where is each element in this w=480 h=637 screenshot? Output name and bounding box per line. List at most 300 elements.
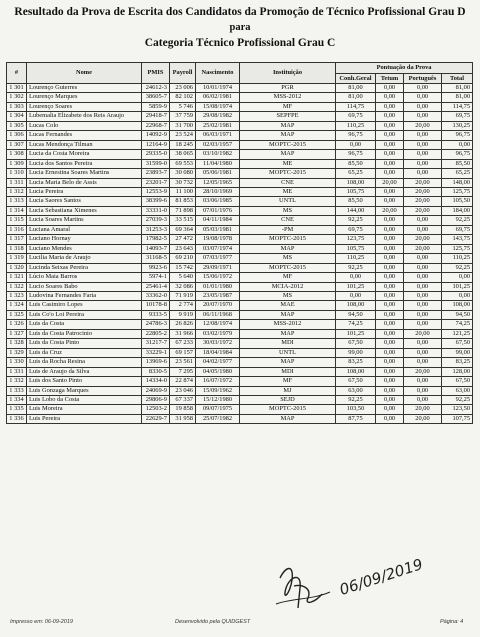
row-birthdate: 20/07/1970 xyxy=(196,301,240,310)
row-portugues: 0,00 xyxy=(404,102,442,111)
row-tetum: 0,00 xyxy=(376,358,404,367)
row-payroll: 31 966 xyxy=(170,329,196,338)
row-pmis: 22629-7 xyxy=(142,414,170,423)
row-conh-geral: 81,00 xyxy=(336,84,376,93)
row-number: 1 329 xyxy=(7,348,27,357)
row-payroll: 31 958 xyxy=(170,414,196,423)
row-institution: MAP xyxy=(240,358,336,367)
table-row xyxy=(7,159,473,168)
row-tetum: 0,00 xyxy=(376,386,404,395)
row-payroll: 69 210 xyxy=(170,254,196,263)
row-portugues: 0,00 xyxy=(404,282,442,291)
row-number: 1 321 xyxy=(7,273,27,282)
row-pmis: 8330-5 xyxy=(142,367,170,376)
row-birthdate: 15/09/1962 xyxy=(196,386,240,395)
row-name: Lucas Fernandes xyxy=(27,131,142,140)
row-payroll: 5 640 xyxy=(170,273,196,282)
footer-printed-date: Impresso em: 06-09-2019 xyxy=(10,619,73,625)
col-header-pmis: PMIS xyxy=(142,63,170,84)
row-institution: SEJD xyxy=(240,395,336,404)
row-conh-geral: 96,75 xyxy=(336,131,376,140)
row-payroll: 31 700 xyxy=(170,121,196,130)
row-conh-geral: 99,00 xyxy=(336,348,376,357)
row-total: 108,00 xyxy=(442,301,473,310)
row-number: 1 311 xyxy=(7,178,27,187)
row-name: Lucilia Maria de Araujo xyxy=(27,254,142,263)
row-tetum: 0,00 xyxy=(376,235,404,244)
row-pmis: 29806-9 xyxy=(142,395,170,404)
row-birthdate: 12/08/1974 xyxy=(196,320,240,329)
row-institution: UNTL xyxy=(240,197,336,206)
row-name: Lubemalia Elizabete dos Reis Araujo xyxy=(27,112,142,121)
row-name: Lúcio Maia Barros xyxy=(27,273,142,282)
row-tetum: 20,00 xyxy=(376,206,404,215)
row-number: 1 316 xyxy=(7,225,27,234)
col-header-portugues: Português xyxy=(404,74,442,84)
row-portugues: 20,00 xyxy=(404,206,442,215)
row-pmis: 23201-7 xyxy=(142,178,170,187)
row-portugues: 0,00 xyxy=(404,140,442,149)
row-payroll: 15 742 xyxy=(170,263,196,272)
row-number: 1 326 xyxy=(7,320,27,329)
row-tetum: 0,00 xyxy=(376,377,404,386)
row-number: 1 331 xyxy=(7,367,27,376)
row-number: 1 301 xyxy=(7,84,27,93)
row-birthdate: 04/05/1980 xyxy=(196,367,240,376)
row-total: 92,25 xyxy=(442,216,473,225)
table-row xyxy=(7,140,473,149)
row-portugues: 0,00 xyxy=(404,386,442,395)
row-portugues: 0,00 xyxy=(404,254,442,263)
row-number: 1 328 xyxy=(7,339,27,348)
row-total: 96,75 xyxy=(442,131,473,140)
table-row xyxy=(7,235,473,244)
row-birthdate: 10/01/1974 xyxy=(196,84,240,93)
row-total: 85,50 xyxy=(442,159,473,168)
row-conh-geral: 92,25 xyxy=(336,263,376,272)
row-conh-geral: 63,00 xyxy=(336,386,376,395)
row-birthdate: 11/04/1980 xyxy=(196,159,240,168)
row-conh-geral: 65,25 xyxy=(336,169,376,178)
row-payroll: 26 826 xyxy=(170,320,196,329)
row-name: Luis Gonzaga Marques xyxy=(27,386,142,395)
row-tetum: 0,00 xyxy=(376,291,404,300)
row-name: Luis da Costa Patrocinio xyxy=(27,329,142,338)
row-pmis: 24786-3 xyxy=(142,320,170,329)
row-payroll: 69 157 xyxy=(170,348,196,357)
row-birthdate: 15/12/1980 xyxy=(196,395,240,404)
row-number: 1 308 xyxy=(7,150,27,159)
row-total: 81,00 xyxy=(442,93,473,102)
row-payroll: 69 364 xyxy=(170,225,196,234)
row-pmis: 14093-7 xyxy=(142,244,170,253)
row-name: Luis da Costa Pinto xyxy=(27,339,142,348)
row-number: 1 320 xyxy=(7,263,27,272)
row-institution: MSS-2012 xyxy=(240,320,336,329)
row-birthdate: 15/06/1972 xyxy=(196,273,240,282)
table-row xyxy=(7,206,473,215)
row-number: 1 318 xyxy=(7,244,27,253)
row-payroll: 27 472 xyxy=(170,235,196,244)
row-conh-geral: 108,00 xyxy=(336,367,376,376)
row-name: Luis Casimiro Lopes xyxy=(27,301,142,310)
row-payroll: 71 919 xyxy=(170,291,196,300)
row-tetum: 0,00 xyxy=(376,131,404,140)
row-portugues: 20,00 xyxy=(404,235,442,244)
row-conh-geral: 85,50 xyxy=(336,197,376,206)
row-payroll: 37 759 xyxy=(170,112,196,121)
row-institution: MOPTC-2015 xyxy=(240,140,336,149)
row-birthdate: 28/10/1969 xyxy=(196,187,240,196)
row-portugues: 0,00 xyxy=(404,112,442,121)
row-portugues: 0,00 xyxy=(404,339,442,348)
row-conh-geral: 0,00 xyxy=(336,291,376,300)
row-institution: MF xyxy=(240,377,336,386)
row-conh-geral: 74,25 xyxy=(336,320,376,329)
row-pmis: 10178-8 xyxy=(142,301,170,310)
col-header-conh: Conh.Geral xyxy=(336,74,376,84)
table-row xyxy=(7,291,473,300)
row-institution: MAP xyxy=(240,244,336,253)
col-header-total: Total xyxy=(442,74,473,84)
row-birthdate: 01/01/1980 xyxy=(196,282,240,291)
table-row xyxy=(7,329,473,338)
row-pmis: 29335-0 xyxy=(142,150,170,159)
table-row xyxy=(7,254,473,263)
row-portugues: 0,00 xyxy=(404,159,442,168)
row-name: Lucia Pereira xyxy=(27,187,142,196)
table-row xyxy=(7,395,473,404)
row-pmis: 23893-7 xyxy=(142,169,170,178)
row-birthdate: 05/03/1981 xyxy=(196,225,240,234)
row-birthdate: 12/05/1965 xyxy=(196,178,240,187)
row-payroll: 11 100 xyxy=(170,187,196,196)
footer-developer: Desenvolvido pela QUIDGEST xyxy=(175,619,251,625)
row-name: Lucinda Seixas Pereira xyxy=(27,263,142,272)
row-pmis: 13969-6 xyxy=(142,358,170,367)
row-total: 128,00 xyxy=(442,367,473,376)
row-payroll: 23 561 xyxy=(170,358,196,367)
row-pmis: 31599-0 xyxy=(142,159,170,168)
row-birthdate: 03/06/1985 xyxy=(196,197,240,206)
col-header-nascimento: Nascimento xyxy=(196,63,240,84)
table-row xyxy=(7,301,473,310)
col-header-pontuacao: Pontuação da Prova xyxy=(336,63,473,74)
row-institution: MSS-2012 xyxy=(240,93,336,102)
col-header-num: # xyxy=(7,63,27,84)
row-tetum: 0,00 xyxy=(376,169,404,178)
row-payroll: 32 086 xyxy=(170,282,196,291)
row-name: Lourenço Soares xyxy=(27,102,142,111)
row-tetum: 0,00 xyxy=(376,102,404,111)
row-payroll: 82 102 xyxy=(170,93,196,102)
row-portugues: 20,00 xyxy=(404,187,442,196)
row-birthdate: 29/09/1971 xyxy=(196,263,240,272)
row-number: 1 322 xyxy=(7,282,27,291)
row-portugues: 0,00 xyxy=(404,216,442,225)
row-portugues: 20,00 xyxy=(404,414,442,423)
row-name: Lucia Soares Martins xyxy=(27,216,142,225)
row-portugues: 0,00 xyxy=(404,84,442,93)
row-name: Luis Lobo da Costa xyxy=(27,395,142,404)
row-institution: MOPTC-2015 xyxy=(240,169,336,178)
row-tetum: 0,00 xyxy=(376,310,404,319)
row-portugues: 0,00 xyxy=(404,273,442,282)
row-institution: MOPTC-2015 xyxy=(240,263,336,272)
row-number: 1 302 xyxy=(7,93,27,102)
row-portugues: 20,00 xyxy=(404,329,442,338)
row-birthdate: 09/07/1975 xyxy=(196,405,240,414)
row-institution: ME xyxy=(240,187,336,196)
row-portugues: 0,00 xyxy=(404,291,442,300)
row-total: 105,50 xyxy=(442,197,473,206)
row-birthdate: 25/02/1981 xyxy=(196,121,240,130)
row-name: Lucia dos Santos Pereira xyxy=(27,159,142,168)
row-tetum: 0,00 xyxy=(376,254,404,263)
row-institution: SEPFPE xyxy=(240,112,336,121)
row-portugues: 0,00 xyxy=(404,225,442,234)
row-institution: MAE xyxy=(240,301,336,310)
row-pmis: 12553-9 xyxy=(142,187,170,196)
row-birthdate: 02/03/1957 xyxy=(196,140,240,149)
row-conh-geral: 108,00 xyxy=(336,178,376,187)
row-total: 63,00 xyxy=(442,386,473,395)
table-row xyxy=(7,320,473,329)
row-number: 1 304 xyxy=(7,112,27,121)
row-pmis: 14092-9 xyxy=(142,131,170,140)
row-payroll: 23 524 xyxy=(170,131,196,140)
table-row xyxy=(7,216,473,225)
row-institution: CNE xyxy=(240,216,336,225)
row-institution: MAP xyxy=(240,131,336,140)
row-tetum: 0,00 xyxy=(376,112,404,121)
row-pmis: 12164-9 xyxy=(142,140,170,149)
row-portugues: 20,00 xyxy=(404,367,442,376)
row-total: 69,75 xyxy=(442,112,473,121)
row-total: 96,75 xyxy=(442,150,473,159)
row-birthdate: 19/08/1978 xyxy=(196,235,240,244)
row-number: 1 325 xyxy=(7,310,27,319)
row-payroll: 23 046 xyxy=(170,386,196,395)
row-name: Luis da Cruz xyxy=(27,348,142,357)
row-name: Lucia Ernestina Soares Martins xyxy=(27,169,142,178)
row-name: Luciano Mendes xyxy=(27,244,142,253)
col-header-payroll: Payroll xyxy=(170,63,196,84)
row-conh-geral: 101,25 xyxy=(336,282,376,291)
table-row xyxy=(7,339,473,348)
row-conh-geral: 123,75 xyxy=(336,235,376,244)
row-payroll: 30 080 xyxy=(170,169,196,178)
row-total: 94,50 xyxy=(442,310,473,319)
table-row xyxy=(7,348,473,357)
row-portugues: 20,00 xyxy=(404,197,442,206)
row-pmis: 5974-1 xyxy=(142,273,170,282)
row-name: Ludovina Fernandes Faria xyxy=(27,291,142,300)
row-number: 1 332 xyxy=(7,377,27,386)
row-portugues: 0,00 xyxy=(404,310,442,319)
row-conh-geral: 67,50 xyxy=(336,339,376,348)
row-tetum: 0,00 xyxy=(376,339,404,348)
row-tetum: 0,00 xyxy=(376,395,404,404)
row-name: Luis da Costa xyxy=(27,320,142,329)
row-name: Lucas Mendonça Tilman xyxy=(27,140,142,149)
row-name: Luis Moreira xyxy=(27,405,142,414)
row-pmis: 31253-3 xyxy=(142,225,170,234)
row-total: 123,50 xyxy=(442,405,473,414)
table-row xyxy=(7,273,473,282)
row-total: 148,00 xyxy=(442,178,473,187)
table-row xyxy=(7,131,473,140)
row-pmis: 22805-2 xyxy=(142,329,170,338)
row-institution: MS xyxy=(240,291,336,300)
row-conh-geral: 110,25 xyxy=(336,254,376,263)
row-payroll: 30 732 xyxy=(170,178,196,187)
row-portugues: 20,00 xyxy=(404,121,442,130)
row-portugues: 0,00 xyxy=(404,131,442,140)
row-total: 101,25 xyxy=(442,282,473,291)
table-row xyxy=(7,84,473,93)
row-conh-geral: 114,75 xyxy=(336,102,376,111)
table-row xyxy=(7,169,473,178)
row-total: 81,00 xyxy=(442,84,473,93)
row-pmis: 24069-9 xyxy=(142,386,170,395)
row-total: 121,25 xyxy=(442,329,473,338)
row-institution: MAP xyxy=(240,329,336,338)
row-name: Lucio Soares Babo xyxy=(27,282,142,291)
row-name: Luciana Amaral xyxy=(27,225,142,234)
row-pmis: 38605-7 xyxy=(142,93,170,102)
table-row xyxy=(7,178,473,187)
row-tetum: 0,00 xyxy=(376,244,404,253)
row-payroll: 81 853 xyxy=(170,197,196,206)
row-tetum: 0,00 xyxy=(376,348,404,357)
row-payroll: 38 065 xyxy=(170,150,196,159)
row-conh-geral: 105,75 xyxy=(336,187,376,196)
row-name: Luis de Araujo da Silva xyxy=(27,367,142,376)
row-institution: MAP xyxy=(240,310,336,319)
row-pmis: 25461-4 xyxy=(142,282,170,291)
row-birthdate: 06/02/1981 xyxy=(196,93,240,102)
table-row xyxy=(7,244,473,253)
row-number: 1 335 xyxy=(7,405,27,414)
row-conh-geral: 92,25 xyxy=(336,395,376,404)
row-number: 1 334 xyxy=(7,395,27,404)
row-portugues: 0,00 xyxy=(404,358,442,367)
row-total: 143,75 xyxy=(442,235,473,244)
row-total: 110,25 xyxy=(442,254,473,263)
table-row xyxy=(7,358,473,367)
row-pmis: 33331-0 xyxy=(142,206,170,215)
row-portugues: 0,00 xyxy=(404,263,442,272)
row-tetum: 0,00 xyxy=(376,225,404,234)
row-payroll: 23 006 xyxy=(170,84,196,93)
row-institution: MJ xyxy=(240,386,336,395)
row-portugues: 0,00 xyxy=(404,348,442,357)
document-subtitle: Categoria Técnico Profissional Grau C xyxy=(144,37,336,49)
row-pmis: 22968-7 xyxy=(142,121,170,130)
col-header-instituicao: Instituição xyxy=(240,63,336,84)
table-row xyxy=(7,112,473,121)
row-total: 107,75 xyxy=(442,414,473,423)
row-total: 92,25 xyxy=(442,395,473,404)
table-row xyxy=(7,150,473,159)
row-institution: ME xyxy=(240,159,336,168)
row-portugues: 0,00 xyxy=(404,377,442,386)
row-payroll: 7 295 xyxy=(170,367,196,376)
row-institution: PGR xyxy=(240,84,336,93)
row-conh-geral: 105,75 xyxy=(336,244,376,253)
row-institution: CNE xyxy=(240,178,336,187)
document-subtitle-connector: para xyxy=(229,22,251,33)
row-portugues: 20,00 xyxy=(404,405,442,414)
row-birthdate: 07/03/1977 xyxy=(196,254,240,263)
row-conh-geral: 85,50 xyxy=(336,159,376,168)
row-tetum: 0,00 xyxy=(376,367,404,376)
document-title: Resultado da Prova de Escrita dos Candidatos da Promoção de Técnico Profissional Grau D xyxy=(14,6,466,18)
row-number: 1 306 xyxy=(7,131,27,140)
row-pmis: 9333-5 xyxy=(142,310,170,319)
row-portugues: 0,00 xyxy=(404,150,442,159)
row-birthdate: 06/03/1971 xyxy=(196,131,240,140)
row-total: 184,00 xyxy=(442,206,473,215)
table-row xyxy=(7,367,473,376)
row-conh-geral: 0,00 xyxy=(336,140,376,149)
row-conh-geral: 101,25 xyxy=(336,329,376,338)
handwritten-signature xyxy=(272,558,342,614)
row-tetum: 0,00 xyxy=(376,84,404,93)
row-total: 114,75 xyxy=(442,102,473,111)
row-payroll: 23 643 xyxy=(170,244,196,253)
row-birthdate: 16/07/1972 xyxy=(196,377,240,386)
row-pmis: 14334-0 xyxy=(142,377,170,386)
row-pmis: 31217-7 xyxy=(142,339,170,348)
row-conh-geral: 69,75 xyxy=(336,112,376,121)
row-total: 67,50 xyxy=(442,339,473,348)
row-name: Luciano Hornay xyxy=(27,235,142,244)
row-conh-geral: 92,25 xyxy=(336,216,376,225)
row-tetum: 0,00 xyxy=(376,150,404,159)
row-institution: MDI xyxy=(240,367,336,376)
row-number: 1 314 xyxy=(7,206,27,215)
table-row xyxy=(7,377,473,386)
row-pmis: 29418-7 xyxy=(142,112,170,121)
row-number: 1 309 xyxy=(7,159,27,168)
row-total: 67,50 xyxy=(442,377,473,386)
row-conh-geral: 67,50 xyxy=(336,377,376,386)
row-payroll: 67 233 xyxy=(170,339,196,348)
row-name: Lourenço Guterres xyxy=(27,84,142,93)
row-name: Luis dos Santo Pinto xyxy=(27,377,142,386)
row-birthdate: 29/08/1982 xyxy=(196,112,240,121)
table-row xyxy=(7,386,473,395)
row-birthdate: 04/02/1977 xyxy=(196,358,240,367)
row-tetum: 0,00 xyxy=(376,93,404,102)
table-row xyxy=(7,102,473,111)
row-total: 65,25 xyxy=(442,169,473,178)
row-conh-geral: 0,00 xyxy=(336,273,376,282)
handwritten-date: 06/09/2019 xyxy=(337,555,426,599)
row-institution: MS xyxy=(240,254,336,263)
row-number: 1 330 xyxy=(7,358,27,367)
row-birthdate: 03/07/1974 xyxy=(196,244,240,253)
row-portugues: 0,00 xyxy=(404,169,442,178)
row-total: 92,25 xyxy=(442,263,473,272)
table-row xyxy=(7,282,473,291)
table-row xyxy=(7,197,473,206)
row-number: 1 317 xyxy=(7,235,27,244)
row-pmis: 12503-2 xyxy=(142,405,170,414)
row-name: Lucia da Costa Moreira xyxy=(27,150,142,159)
